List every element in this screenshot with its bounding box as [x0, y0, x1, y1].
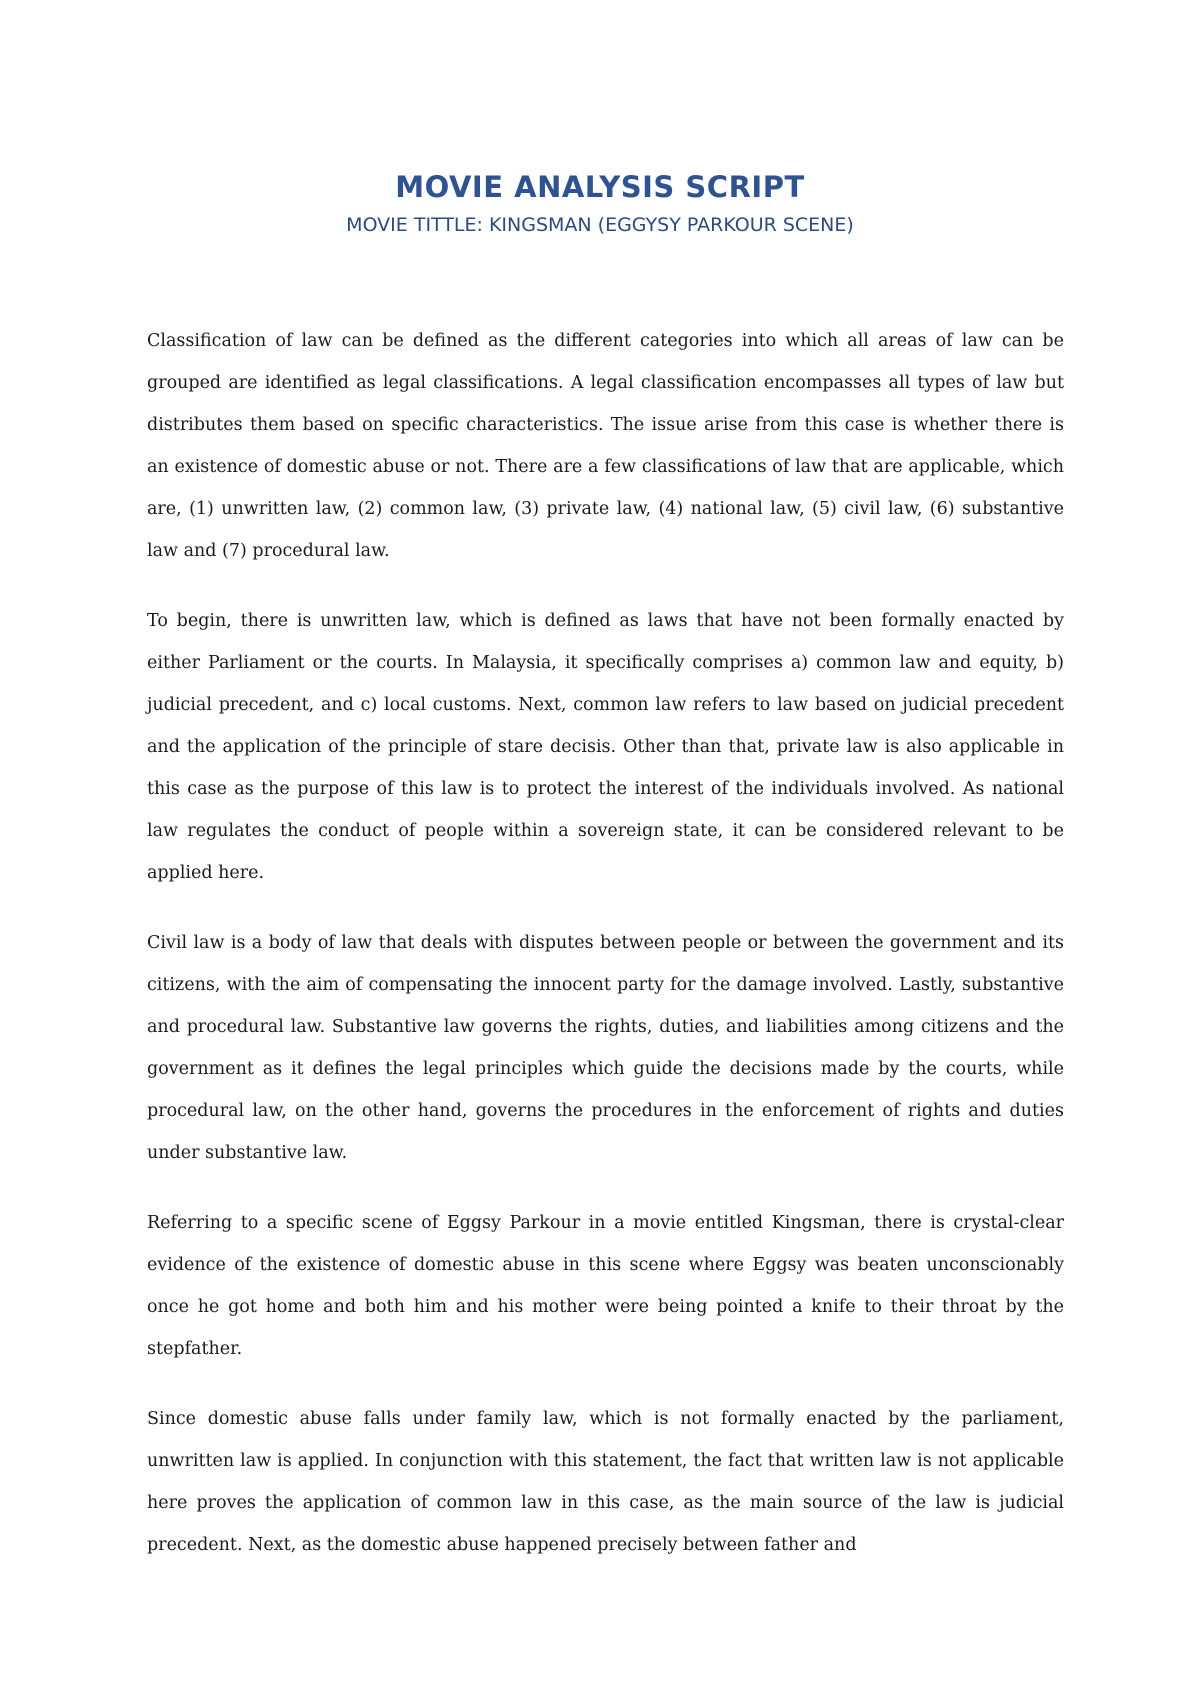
document-title: MOVIE ANALYSIS SCRIPT	[395, 170, 805, 204]
paragraph-eggsy-scene: Referring to a specific scene of Eggsy Parkour in a movie entitled Kingsman, there is crystal-clear evidence of the existence of domestic abuse in this scene where Eggsy was beaten unconscionably once he got home and both him and his mother were being pointed a knife to their throat by the stepfather.	[147, 1213, 1064, 1359]
paragraph-classification: Classification of law can be defined as the different categories into which all areas of law can be grouped are identified as legal classifications. A legal classification encompasses all types of law but distributes them based on specific characteristics. The issue arise from this case is whether there is an existence of domestic abuse or not. There are a few classifications of law that are applicable, which are, (1) unwritten law, (2) common law, (3) private law, (4) national law, (5) civil law, (6) substantive law and (7) procedural law.	[147, 331, 1064, 561]
paragraph-civil-law: Civil law is a body of law that deals with disputes between people or between the government and its citizens, with the aim of compensating the innocent party for the damage involved. Lastly, substantive and procedural law. Substantive law governs the rights, duties, and liabilities among citizens and the government as it defines the legal principles which guide the decisions made by the courts, while procedural law, on the other hand, governs the procedures in the enforcement of rights and duties under substantive law.	[147, 933, 1064, 1163]
document-body	[147, 320, 1064, 1594]
paragraph-domestic-abuse: Since domestic abuse falls under family law, which is not formally enacted by the parliament, unwritten law is applied. In conjunction with this statement, the fact that written law is not applicable here proves the application of common law in this case, as the main source of the law is judicial precedent. Next, as the domestic abuse happened precisely between father and	[147, 1409, 1064, 1555]
paragraph-unwritten-law: To begin, there is unwritten law, which is defined as laws that have not been formally enacted by either Parliament or the courts. In Malaysia, it specifically comprises a) common law and equity, b) judicial precedent, and c) local customs. Next, common law refers to law based on judicial precedent and the application of the principle of stare decisis. Other than that, private law is also applicable in this case as the purpose of this law is to protect the interest of the individuals involved. As national law regulates the conduct of people within a sovereign state, it can be considered relevant to be applied here.	[147, 611, 1064, 883]
document-subtitle: MOVIE TITTLE: KINGSMAN (EGGYSY PARKOUR SCENE)	[346, 214, 854, 236]
